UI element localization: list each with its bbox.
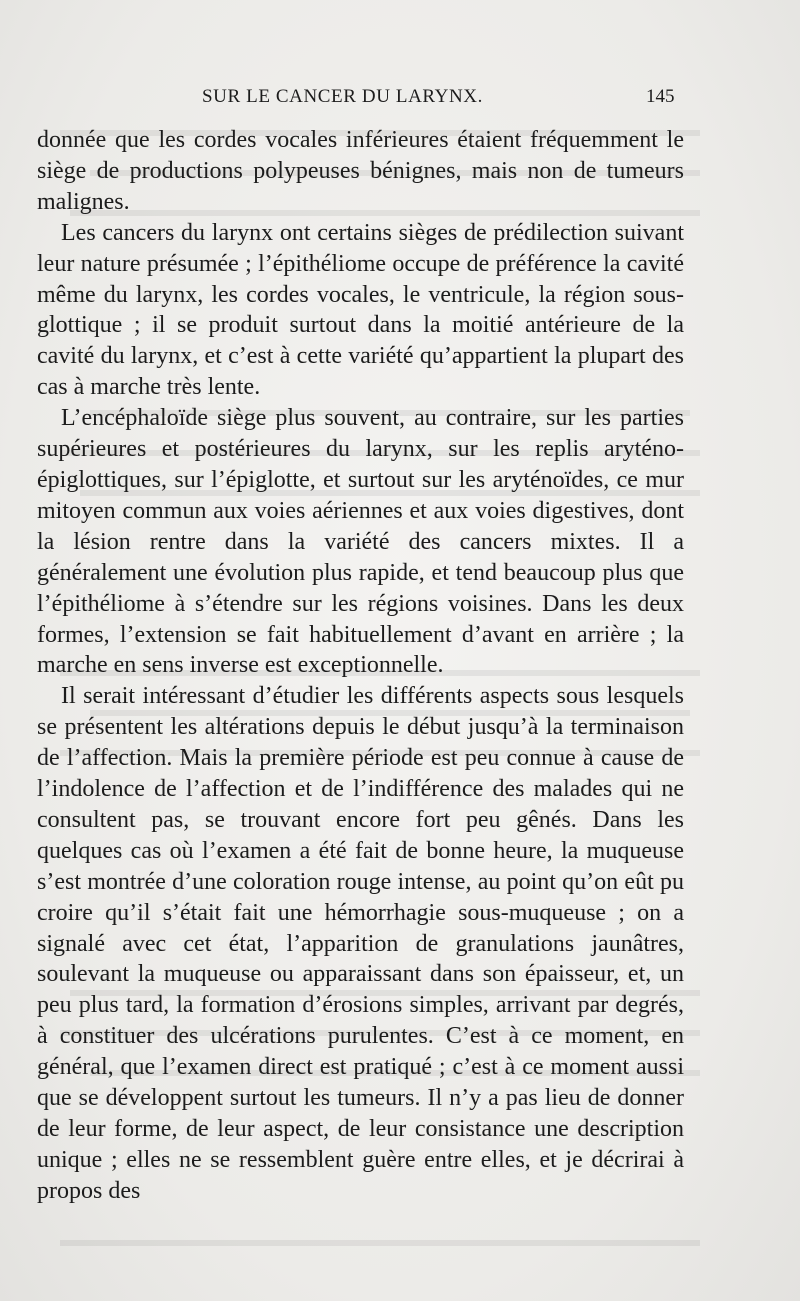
paragraph-continued: donnée que les cordes vocales inférieures étaient fréquemment le siège de productions polypeuses bénignes, mais non de tumeurs malignes. — [37, 127, 684, 215]
running-title: SUR LE CANCER DU LARYNX. — [202, 86, 483, 107]
paragraph: Les cancers du larynx ont certains sièges de prédilection suivant leur nature présumée ; l’épithéliome occupe de préférence la cavité même du larynx, les cordes vocales, le ventricule, la région sous-glottique ; il se produit surtout dans la moitié antérieure de la cavité du larynx, et c’est à cette variété qu’appartient la plupart des cas à marche très lente. — [37, 219, 684, 401]
page-number: 145 — [646, 86, 675, 107]
paragraph: L’encéphaloïde siège plus souvent, au contraire, sur les parties supérieures et postérieures du larynx, sur les replis aryténo-épiglottiques, sur l’épiglotte, et surtout sur les aryténoïdes, ce mur mitoyen commun aux voies aériennes et aux voies digestives, dont la lésion rentre dans la variété des cancers mixtes. Il a généralement une évolution plus rapide, et tend beaucoup plus que l’épithéliome à s’étendre sur les régions voisines. Dans les deux formes, l’extension se fait habituellement d’avant en arrière ; la marche en sens inverse est exceptionnelle. — [37, 405, 684, 679]
body-text — [37, 125, 684, 1207]
paragraph: Il serait intéressant d’étudier les différents aspects sous lesquels se présentent les altérations depuis le début jusqu’à la terminaison de l’affection. Mais la première période est peu connue à cause de l’indolence de l’affection et de l’indifférence des malades qui ne consultent pas, se trouvant encore fort peu gênés. Dans les quelques cas où l’examen a été fait de bonne heure, la muqueuse s’est montrée d’une coloration rouge intense, au point qu’on eût pu croire qu’il s’était fait une hémorrhagie sous-muqueuse ; on a signalé avec cet état, l’apparition de granulations jaunâtres, soulevant la muqueuse ou apparaissant dans son épaisseur, et, un peu plus tard, la formation d’érosions simples, arrivant par degrés, à constituer des ulcérations purulentes. C’est à ce moment, en général, que l’examen direct est pratiqué ; c’est à ce moment aussi que se développent surtout les tumeurs. Il n’y a pas lieu de donner de leur forme, de leur aspect, de leur consistance une description unique ; elles ne se ressemblent guère entre elles, et je décrirai à propos des — [37, 683, 684, 1204]
page-header — [0, 86, 800, 116]
